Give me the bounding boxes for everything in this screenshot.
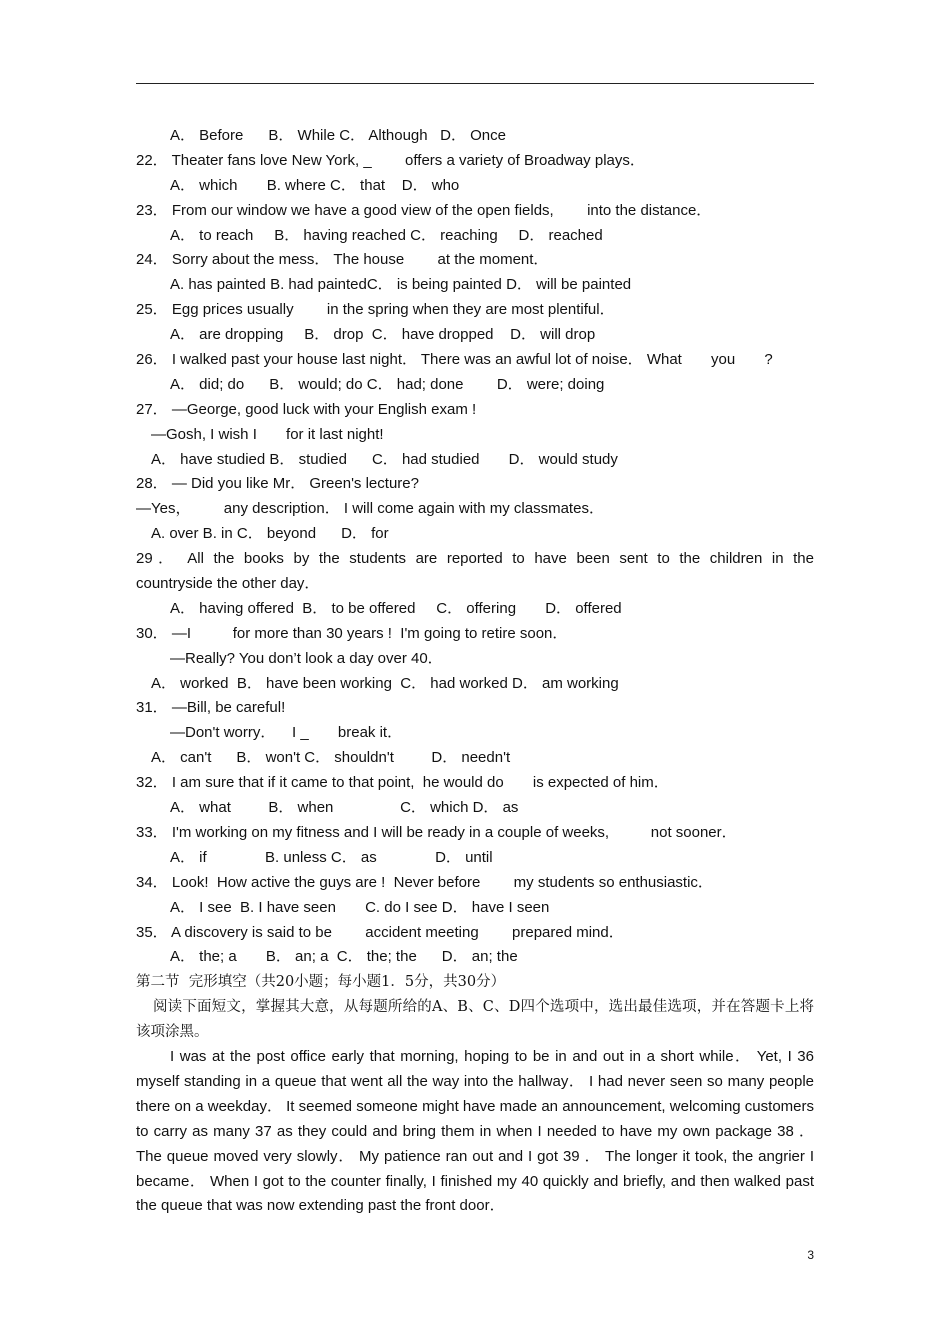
- q28-reply: —Yes， any description． I will come again with my classmates．: [136, 500, 604, 518]
- q27-stem: 27． —George, good luck with your English exam !: [136, 400, 477, 418]
- q24-options: A. has painted B. had paintedC． is being painted D． will be painted: [170, 276, 632, 294]
- page-body: [136, 124, 814, 1219]
- q33-stem: 33． I'm working on my fitness and I will be ready in a couple of weeks, not sooner．: [136, 823, 737, 841]
- q23-options: A． to reach B． having reached C． reaching D． reached: [170, 226, 603, 244]
- q32-options: A． what B． when C． which D． as: [170, 799, 519, 817]
- q34-stem: 34． Look! How active the guys are ! Never before my students so enthusiastic．: [136, 873, 713, 891]
- q26-stem: 26． I walked past your house last night． There was an awful lot of noise． What you ?: [136, 351, 773, 369]
- q31-options: A． can't B． won't C． shouldn't D． needn't: [151, 749, 511, 767]
- q30-stem: 30． —I for more than 30 years ! I'm going to retire soon．: [136, 624, 568, 642]
- q29-options: A． having offered B． to be offered C． offering D． offered: [170, 599, 622, 617]
- q27-reply: —Gosh, I wish I for it last night!: [151, 425, 384, 443]
- q34-options: A． I see B. I have seen C. do I see D． have I seen: [170, 898, 550, 916]
- q27-options: A． have studied B． studied C． had studied D． would study: [151, 450, 618, 468]
- q29-stem: 29． All the books by the students are reported to have been sent to the children in the: [136, 550, 814, 568]
- section-title: 第二节 完形填空（共20小题；每小题1．5分，共30分）: [136, 974, 506, 991]
- q29-stem-cont: countryside the other day．: [136, 575, 320, 593]
- q28-options: A. over B. in C． beyond D． for: [151, 525, 389, 543]
- q25-options: A． are dropping B． drop C． have dropped D． will drop: [170, 326, 596, 344]
- q35-options: A． the; a B． an; a C． the; the D． an; the: [170, 948, 518, 966]
- q31-reply: —Don't worry． I _ break it．: [170, 724, 403, 742]
- q31-stem: 31． —Bill, be careful!: [136, 699, 286, 717]
- section-instruction: 阅读下面短文，掌握其大意，从每题所给的A、B、C、D四个选项中，选出最佳选项，并在答题卡上将该项涂黑。: [136, 999, 814, 1041]
- q22-stem: 22． Theater fans love New York, _ offers a variety of Broadway plays．: [136, 151, 645, 169]
- q33-options: A． if B. unless C． as D． until: [170, 848, 493, 866]
- q28-stem: 28． — Did you like Mr． Green's lecture?: [136, 475, 419, 493]
- q35-stem: 35． A discovery is said to be accident meeting prepared mind．: [136, 923, 624, 941]
- cloze-passage: I was at the post office early that morning, hoping to be in and out in a short while． Yet, I 36 myself standing in a queue that went all the way into the hallway． I had never seen so many people there on a weekday． It seemed someone might have made an announcement, welcoming customers to carry as many 37 as they could and bring them in when I needed to have my own package 38 ． The queue moved very slowly． My patience ran out and I got 39 ． The longer it took, the angrier I became． When I got to the counter finally, I finished my 40 quickly and briefly, and then walked past the queue that was now extending past the front door．: [136, 1047, 814, 1215]
- q30-options: A． worked B． have been working C． had worked D． am working: [151, 674, 619, 692]
- q32-stem: 32． I am sure that if it came to that point, he would do is expected of him．: [136, 774, 669, 792]
- page-number: 3: [807, 1248, 814, 1262]
- q23-stem: 23． From our window we have a good view of the open fields, into the distance．: [136, 201, 712, 219]
- header-rule: [136, 83, 814, 84]
- q30-reply: —Really? You don’t look a day over 40．: [170, 649, 443, 667]
- q25-stem: 25． Egg prices usually in the spring when they are most plentiful．: [136, 301, 615, 319]
- q22-options: A． which B. where C． that D． who: [170, 176, 460, 194]
- q21-options: A． Before B． While C． Although D． Once: [170, 127, 506, 144]
- q26-options: A． did; do B． would; do C． had; done D． were; doing: [170, 375, 605, 393]
- q24-stem: 24． Sorry about the mess． The house at the moment．: [136, 251, 549, 269]
